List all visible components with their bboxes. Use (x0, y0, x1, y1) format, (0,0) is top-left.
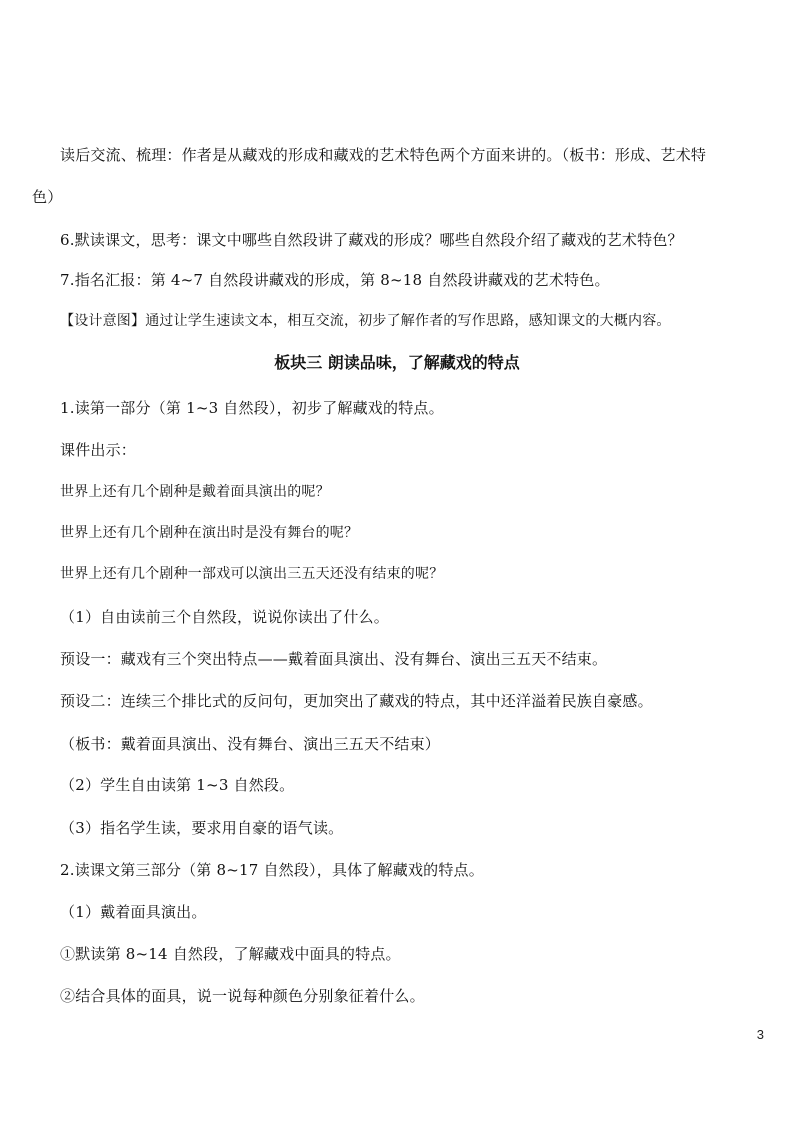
page-number: 3 (756, 1027, 764, 1042)
courseware-line: 世界上还有几个剧种是戴着面具演出的呢？ (60, 484, 330, 500)
paragraph-line: 色） (32, 188, 63, 206)
paragraph-line: （1）戴着面具演出。 (60, 903, 207, 921)
paragraph-line: 预设二：连续三个排比式的反问句，更加突出了藏戏的特点，其中还洋溢着民族自豪感。 (60, 692, 653, 710)
paragraph-line: （3）指名学生读，要求用自豪的语气读。 (60, 819, 344, 837)
paragraph-line: 6.默读课文，思考：课文中哪些自然段讲了藏戏的形成？哪些自然段介绍了藏戏的艺术特色？ (60, 231, 683, 249)
paragraph-line: （2）学生自由读第 1~3 自然段。 (60, 776, 295, 794)
paragraph-line: 读后交流、梳理：作者是从藏戏的形成和藏戏的艺术特色两个方面来讲的。（板书：形成、艺术特 (60, 146, 707, 164)
paragraph-line: ①默读第 8~14 自然段，了解藏戏中面具的特点。 (60, 945, 401, 963)
paragraph-line: 1.读第一部分（第 1~3 自然段），初步了解藏戏的特点。 (60, 399, 444, 417)
courseware-line: 世界上还有几个剧种在演出时是没有舞台的呢？ (60, 525, 359, 541)
paragraph-line: （板书：戴着面具演出、没有舞台、演出三五天不结束） (60, 735, 441, 753)
courseware-line: 世界上还有几个剧种一部戏可以演出三五天还没有结束的呢？ (60, 566, 444, 582)
paragraph-line: ②结合具体的面具，说一说每种颜色分别象征着什么。 (60, 987, 425, 1005)
paragraph-line: 2.读课文第三部分（第 8~17 自然段），具体了解藏戏的特点。 (60, 861, 484, 879)
section-heading: 板块三 朗读品味，了解藏戏的特点 (274, 353, 520, 372)
paragraph-line: 预设一：藏戏有三个突出特点——戴着面具演出、没有舞台、演出三五天不结束。 (60, 650, 608, 668)
paragraph-line: 7.指名汇报：第 4~7 自然段讲藏戏的形成，第 8~18 自然段讲藏戏的艺术特色。 (60, 271, 610, 289)
paragraph-line: 课件出示： (60, 441, 137, 459)
paragraph-line: （1）自由读前三个自然段，说说你读出了什么。 (60, 608, 389, 626)
design-intent-line: 【设计意图】通过让学生速读文本，相互交流，初步了解作者的写作思路，感知课文的大概内容。 (60, 313, 671, 329)
